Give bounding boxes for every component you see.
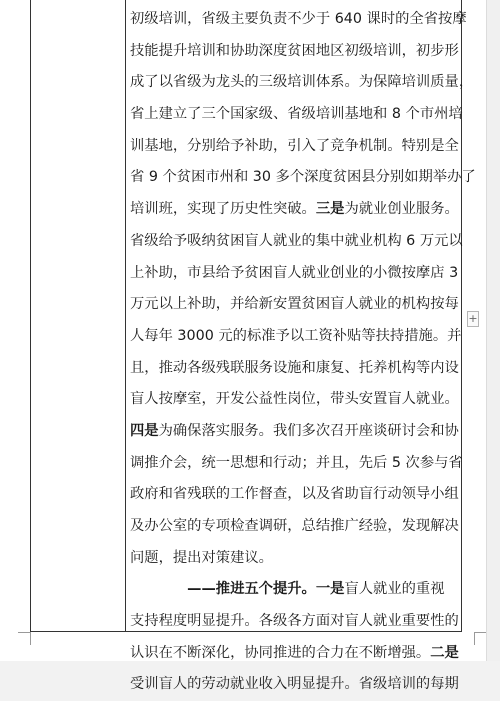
text-line bbox=[130, 353, 458, 385]
text-line bbox=[130, 511, 458, 543]
bold-text-run: 一是 bbox=[315, 581, 345, 598]
text-run: 政府和省残联的工作督查，以及省助盲行动领导小组 bbox=[130, 486, 459, 503]
text-run: 为就业创业服务。 bbox=[344, 201, 459, 218]
text-run: 及办公室的专项检查调研，总结推广经验，发现解决 bbox=[130, 518, 459, 534]
text-line bbox=[130, 99, 463, 131]
text-line bbox=[130, 289, 458, 321]
bold-text-run: 二是 bbox=[430, 644, 459, 661]
text-run: 训基地，分别给予补助，引入了竞争机制。特别是全 bbox=[130, 137, 459, 154]
text-line bbox=[130, 448, 463, 480]
vertical-scrollbar[interactable] bbox=[486, 0, 500, 661]
text-line bbox=[130, 194, 458, 226]
table-content-cell[interactable] bbox=[130, 4, 476, 701]
text-run: 万元以上补助，并给新安置贫困盲人就业的机构按每 bbox=[130, 296, 459, 313]
bold-text-run: ——推进五个提升。 bbox=[130, 581, 316, 598]
bold-text-run: 四是 bbox=[130, 422, 159, 439]
page-corner-mark-left bbox=[18, 632, 31, 645]
text-run: 调推介会，统一思想和行动；并且，先后 5 次参与省 bbox=[130, 454, 463, 471]
text-run: 人每年 3000 元的标准予以工资补贴等扶持措施。并 bbox=[130, 327, 462, 344]
text-line bbox=[130, 36, 458, 68]
text-line bbox=[130, 131, 458, 163]
text-run: 省级给予吸纳贫困盲人就业的集中就业机构 6 万元以 bbox=[130, 232, 463, 249]
text-line bbox=[130, 258, 458, 290]
text-run: 问题，提出对策建议。 bbox=[130, 549, 273, 566]
text-line bbox=[130, 638, 458, 670]
bold-text-run: 三是 bbox=[315, 201, 345, 218]
text-line bbox=[130, 479, 458, 511]
text-run: 初级培训，省级主要负责不少于 640 课时的全省按摩 bbox=[130, 11, 467, 27]
text-run: 成了以省级为龙头的三级培训体系。为保障培训质量， bbox=[130, 74, 474, 91]
text-run: 盲人按摩室，开发公益性岗位，带头安置盲人就业。 bbox=[130, 391, 459, 408]
text-line bbox=[130, 416, 458, 448]
text-line bbox=[130, 574, 458, 606]
text-run: 省上建立了三个国家级、省级培训基地和 8 个市州培 bbox=[130, 106, 463, 123]
text-run: 培训班，实现了历史性突破。 bbox=[130, 201, 316, 218]
text-run: 支持程度明显提升。各级各方面对盲人就业重要性的 bbox=[130, 613, 459, 630]
text-line bbox=[130, 606, 458, 638]
text-line bbox=[130, 543, 458, 575]
text-run: 为确保落实服务。我们多次召开座谈研讨会和协 bbox=[158, 422, 459, 439]
table-add-column-handle[interactable]: + bbox=[468, 312, 478, 325]
text-line bbox=[130, 384, 458, 416]
text-run: 技能提升培训和协助深度贫困地区初级培训，初步形 bbox=[130, 42, 459, 59]
text-run: 且，推动各级残联服务设施和康复、托养机构等内设 bbox=[130, 359, 459, 376]
text-run: 省 9 个贫困市州和 30 多个深度贫困县分别如期举办了 bbox=[130, 169, 476, 186]
text-line bbox=[130, 4, 467, 36]
text-run: 上补助，市县给予贫困盲人就业创业的小微按摩店 3 bbox=[130, 264, 459, 281]
text-line bbox=[130, 669, 458, 701]
text-run: 受训盲人的劳动就业收入明显提升。省级培训的每期 bbox=[130, 676, 459, 693]
text-line bbox=[130, 226, 463, 258]
text-line bbox=[130, 67, 474, 99]
text-line bbox=[130, 321, 462, 353]
text-run: 认识在不断深化，协同推进的合力在不断增强。 bbox=[130, 644, 431, 661]
text-run: 盲人就业的重视 bbox=[344, 581, 445, 598]
table-column-divider bbox=[125, 0, 126, 632]
text-line bbox=[130, 162, 476, 194]
